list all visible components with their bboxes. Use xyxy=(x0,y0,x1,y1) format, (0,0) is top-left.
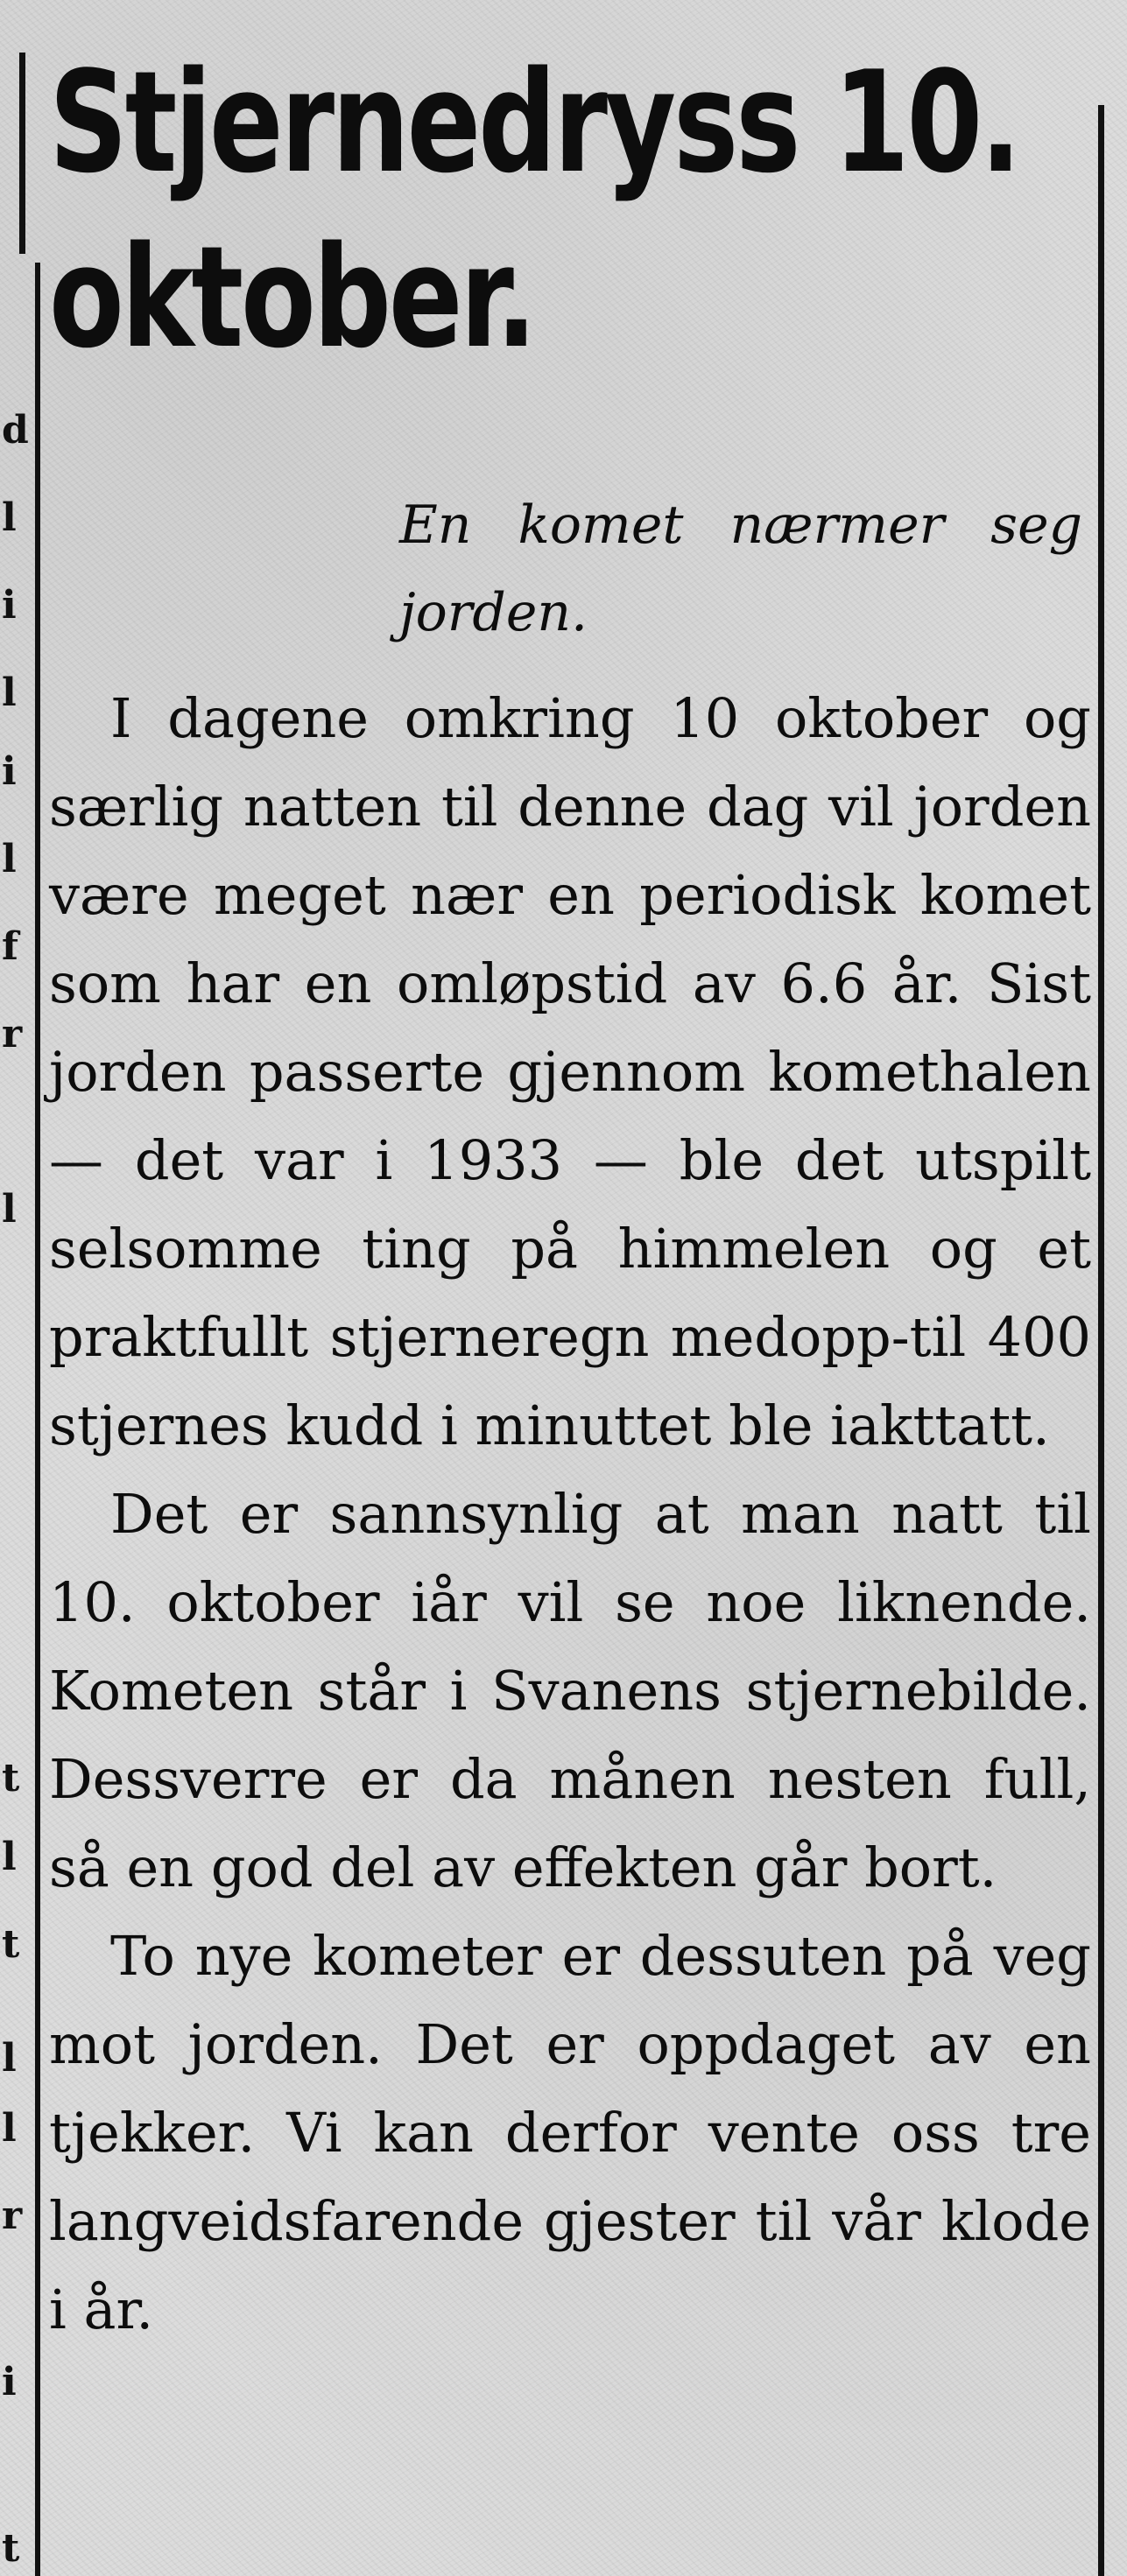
fragment-letter: l xyxy=(2,2036,17,2081)
fragment-letter: i xyxy=(2,583,17,628)
fragment-letter: t xyxy=(2,2526,20,2571)
paragraph-text: To nye kometer er dessuten på veg mot jorden. Det er oppdaget av en tjekker. Vi kan derfor vente oss tre langveidsfarende gjester til vår klode i år. xyxy=(49,1924,1091,2341)
fragment-letter: r xyxy=(2,2193,23,2238)
fragment-letter: i xyxy=(2,749,17,794)
fragment-letter: l xyxy=(2,837,17,881)
fragment-letter: l xyxy=(2,670,17,715)
article-body xyxy=(49,674,1091,2354)
paragraph-text: I dagene omkring 10 oktober og særlig natten til denne dag vil jorden være meget nær en periodisk komet som har en omløpstid av 6.6 år. Sist jorden passerte gjennom komethalen — det var i 1933 — ble det utspilt selsomme ting på himmelen og et praktfullt stjerneregn medopp-til 400 stjernes kudd i minuttet ble iakttatt. xyxy=(49,686,1091,1457)
fragment-letter: d xyxy=(2,408,29,453)
paragraph-text: Det er sannsynlig at man natt til 10. oktober iår vil se noe liknende. Kometen står i Svanens stjernebilde. Dessverre er da månen nesten full, så en god del av effekten går bort. xyxy=(49,1482,1091,1899)
adjacent-column-fragments xyxy=(0,0,32,2576)
fragment-letter: l xyxy=(2,2106,17,2151)
fragment-letter: l xyxy=(2,1187,17,1232)
article xyxy=(49,35,1091,2354)
column-rule-left xyxy=(35,263,40,2576)
subheadline: En komet nærmer seg jorden. xyxy=(399,495,1082,643)
paragraph xyxy=(49,674,1091,1470)
headline: Stjernedryss 10. oktober. xyxy=(49,40,1019,379)
fragment-letter: f xyxy=(2,924,18,969)
column-rule-right xyxy=(1098,105,1104,2576)
fragment-letter: r xyxy=(2,1012,23,1056)
paragraph xyxy=(49,1470,1091,1912)
fragment-letter: t xyxy=(2,1922,20,1967)
fragment-letter: t xyxy=(2,1756,20,1800)
fragment-letter: i xyxy=(2,2360,17,2404)
paragraph xyxy=(49,1912,1091,2354)
fragment-letter: l xyxy=(2,1835,17,1879)
fragment-letter: l xyxy=(2,495,17,540)
